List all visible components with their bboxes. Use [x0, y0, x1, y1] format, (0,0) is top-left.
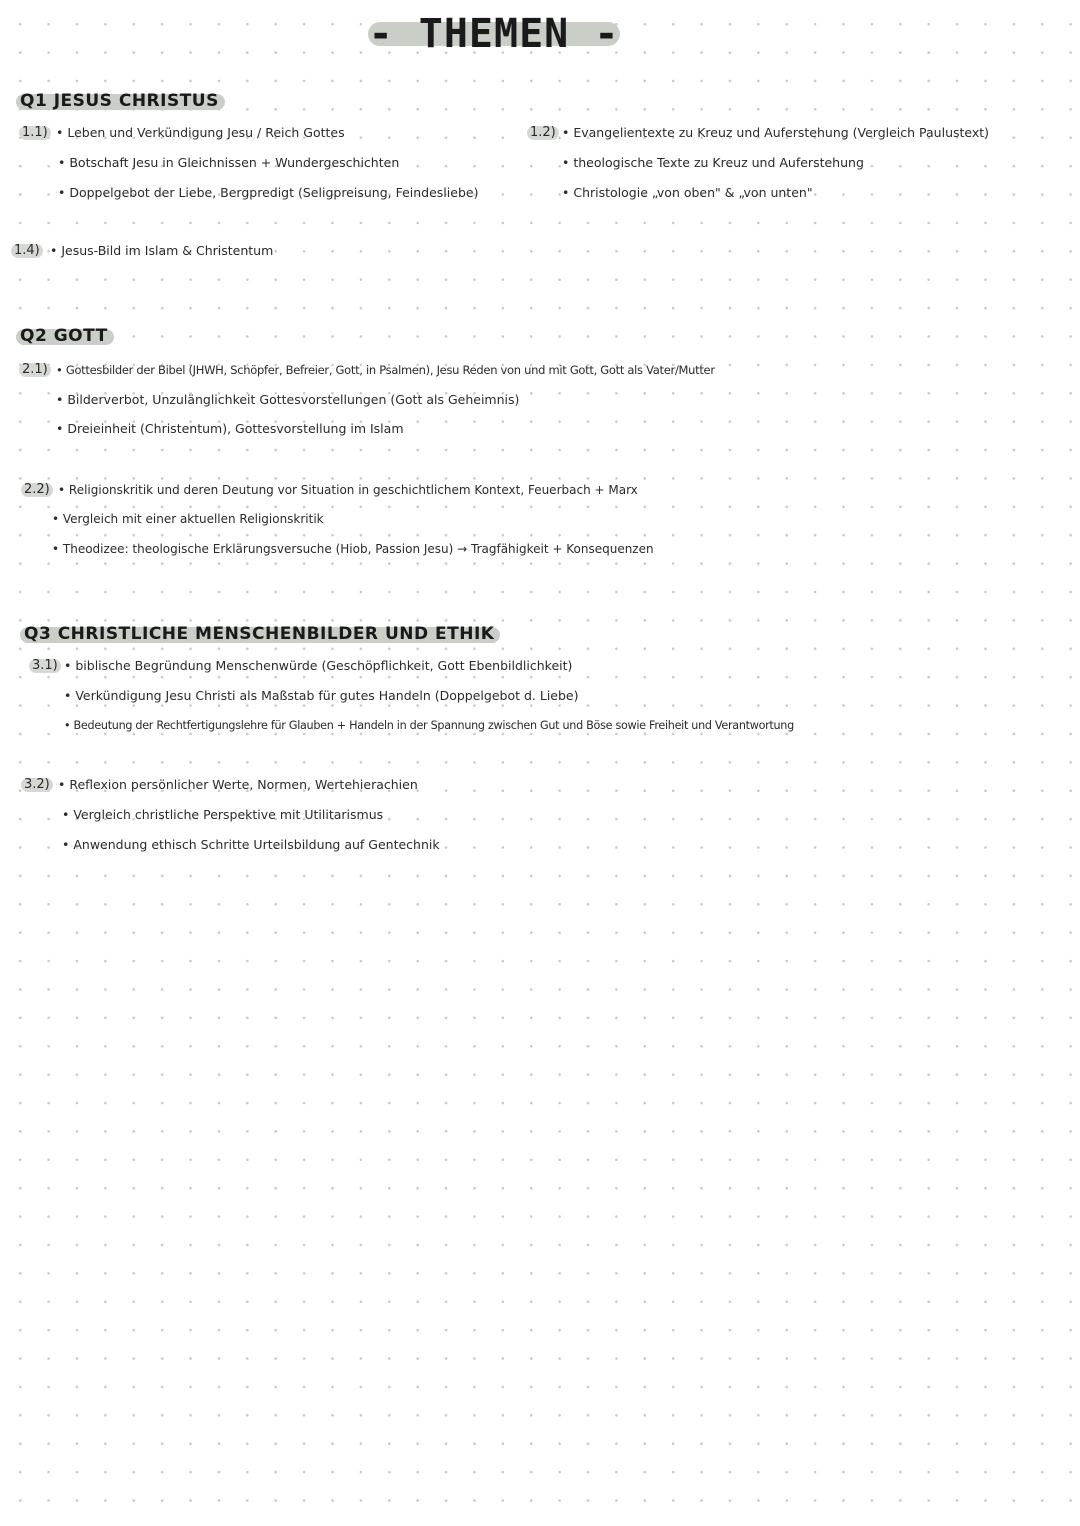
list-item: • Doppelgebot der Liebe, Bergpredigt (Seligpreisung, Feindesliebe) — [58, 185, 479, 200]
list-item: • Vergleich mit einer aktuellen Religionskritik — [52, 512, 324, 526]
section-heading-text: Q3 CHRISTLICHE MENSCHENBILDER UND ETHIK — [24, 624, 495, 644]
list-item: • Christologie „von oben" & „von unten" — [562, 185, 813, 200]
group-label-1-1 — [22, 123, 48, 143]
group-label-3-1 — [32, 656, 58, 676]
group-label-text: 2.2) — [24, 482, 50, 497]
group-label-text: 1.1) — [22, 125, 48, 140]
group-label-1-4 — [14, 241, 40, 261]
list-item: • Gottesbilder der Bibel (JHWH, Schöpfer, Befreier, Gott, in Psalmen), Jesu Reden von und mit Gott, Gott als Vater/Mutter — [56, 363, 715, 377]
list-item: • Leben und Verkündigung Jesu / Reich Gottes — [56, 125, 345, 140]
group-label-2-2 — [24, 480, 50, 500]
list-item: • Jesus-Bild im Islam & Christentum — [50, 243, 274, 258]
group-label-text: 1.2) — [530, 125, 556, 140]
group-label-2-1 — [22, 360, 48, 380]
list-item: • Evangelientexte zu Kreuz und Auferstehung (Vergleich Paulustext) — [562, 125, 990, 140]
list-item: • theologische Texte zu Kreuz und Auferstehung — [562, 155, 864, 170]
list-item: • Anwendung ethisch Schritte Urteilsbildung auf Gentechnik — [62, 837, 440, 852]
list-item: • Botschaft Jesu in Gleichnissen + Wundergeschichten — [58, 155, 400, 170]
list-item: • Vergleich christliche Perspektive mit Utilitarismus — [62, 807, 384, 822]
list-item: • biblische Begründung Menschenwürde (Geschöpflichkeit, Gott Ebenbildlichkeit) — [64, 658, 573, 673]
group-label-text: 3.2) — [24, 777, 50, 792]
section-heading-text: Q1 JESUS CHRISTUS — [20, 91, 219, 111]
group-label-1-2 — [530, 123, 556, 143]
section-heading-q2 — [20, 324, 108, 348]
section-heading-text: Q2 GOTT — [20, 326, 108, 346]
page-title-block — [368, 8, 620, 60]
group-label-text: 2.1) — [22, 362, 48, 377]
group-label-3-2 — [24, 775, 50, 795]
list-item: • Religionskritik und deren Deutung vor Situation in geschichtlichem Kontext, Feuerbach + Marx — [58, 483, 638, 497]
page-title: - THEMEN - — [368, 11, 620, 57]
list-item: • Reflexion persönlicher Werte, Normen, Wertehierachien — [58, 777, 418, 792]
group-label-text: 3.1) — [32, 658, 58, 673]
list-item: • Theodizee: theologische Erklärungsversuche (Hiob, Passion Jesu) → Tragfähigkeit + Konsequenzen — [52, 542, 654, 556]
list-item: • Bilderverbot, Unzulänglichkeit Gottesvorstellungen (Gott als Geheimnis) — [56, 392, 520, 407]
section-heading-q3 — [24, 622, 494, 646]
list-item: • Dreieinheit (Christentum), Gottesvorstellung im Islam — [56, 421, 404, 436]
group-label-text: 1.4) — [14, 243, 40, 258]
list-item: • Bedeutung der Rechtfertigungslehre für Glauben + Handeln in der Spannung zwischen Gut und Böse sowie Freiheit und Verantwortung — [64, 719, 794, 732]
section-heading-q1 — [20, 89, 219, 113]
list-item: • Verkündigung Jesu Christi als Maßstab für gutes Handeln (Doppelgebot d. Liebe) — [64, 688, 579, 703]
